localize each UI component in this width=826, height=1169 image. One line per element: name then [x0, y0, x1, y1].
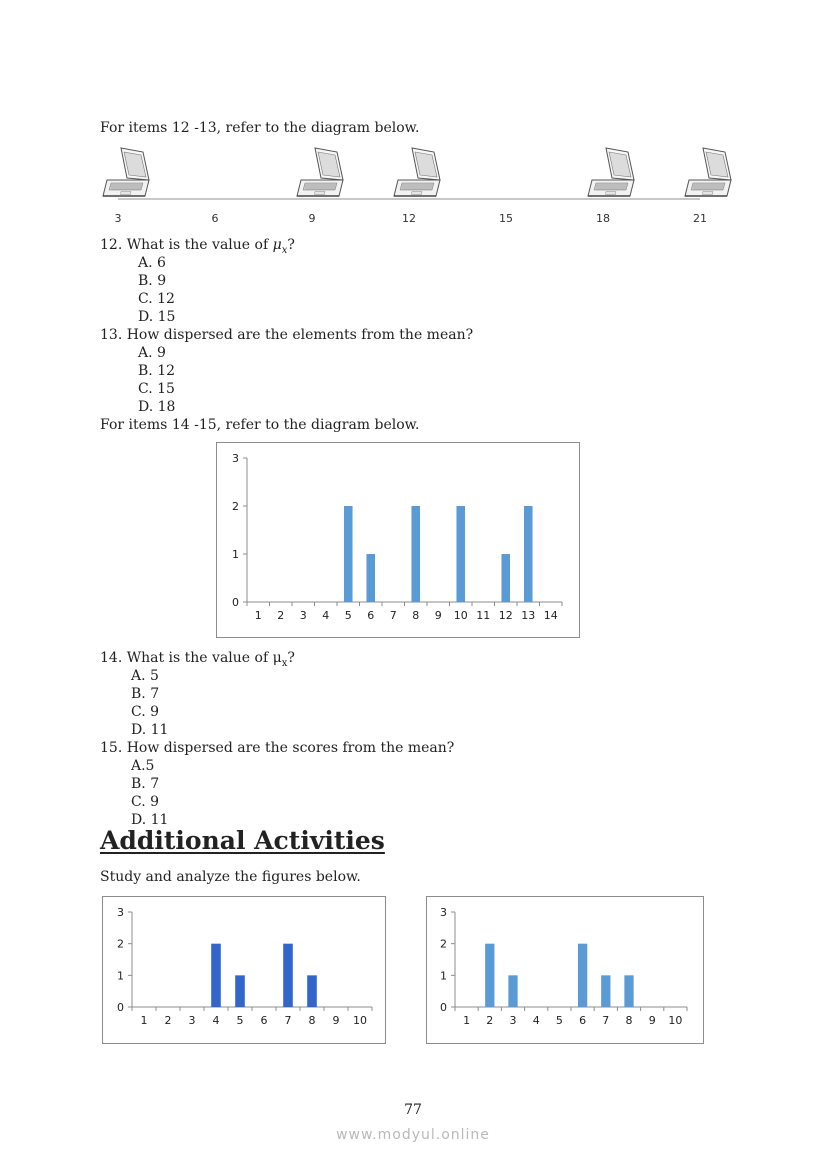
number-line-tick-label: 9 — [308, 212, 316, 225]
question-12-text: 12. What is the value of — [100, 237, 273, 253]
q13-option-c: C. 15 — [138, 381, 175, 397]
x-tick-label: 9 — [648, 1014, 656, 1027]
y-tick-label: 0 — [232, 596, 239, 609]
q13-option-a: A. 9 — [138, 345, 166, 361]
q15-option-b: B. 7 — [131, 776, 160, 792]
watermark-url: www.modyul.online — [336, 1127, 490, 1143]
x-tick-label: 14 — [543, 609, 558, 622]
y-tick-label: 3 — [232, 452, 239, 465]
bar-5 — [235, 975, 245, 1007]
question-13: 13. How dispersed are the elements from the mean? — [100, 327, 474, 343]
x-tick-label: 2 — [277, 609, 285, 622]
x-tick-label: 7 — [602, 1014, 610, 1027]
histogram-chart-1 — [216, 442, 580, 638]
question-14 — [100, 649, 295, 673]
q15-option-d: D. 11 — [131, 812, 169, 828]
number-line-tick-label: 12 — [402, 212, 416, 225]
x-tick-label: 9 — [332, 1014, 340, 1027]
bar-12 — [501, 554, 510, 602]
question-14-text: 14. What is the value of — [100, 650, 273, 666]
laptop-icon — [103, 148, 149, 196]
question-15: 15. How dispersed are the scores from the mean? — [100, 740, 455, 756]
laptop-icon — [394, 148, 440, 196]
y-tick-label: 2 — [440, 937, 447, 951]
q15-option-a: A.5 — [131, 758, 155, 774]
question-12-end: ? — [287, 237, 295, 253]
x-tick-label: 3 — [299, 609, 307, 622]
x-tick-label: 6 — [579, 1014, 587, 1027]
q13-option-b: B. 12 — [138, 363, 176, 379]
x-tick-label: 8 — [412, 609, 420, 622]
x-tick-label: 3 — [188, 1014, 196, 1027]
histogram-chart-2 — [102, 896, 386, 1044]
intro-text-items-14-15: For items 14 -15, refer to the diagram below. — [100, 417, 420, 433]
q14-option-a: A. 5 — [131, 668, 159, 684]
q14-option-c: C. 9 — [131, 704, 160, 720]
x-tick-label: 4 — [212, 1014, 220, 1027]
x-tick-label: 4 — [532, 1014, 540, 1027]
bar-6 — [366, 554, 375, 602]
mu-symbol: μ — [272, 650, 282, 666]
x-tick-label: 5 — [344, 609, 352, 622]
x-tick-label: 10 — [668, 1014, 683, 1027]
y-tick-label: 1 — [232, 548, 239, 561]
instruction-text: Study and analyze the figures below. — [100, 869, 361, 885]
x-tick-label: 7 — [284, 1014, 292, 1027]
q15-option-c: C. 9 — [131, 794, 160, 810]
bar-8 — [307, 975, 317, 1007]
q12-option-a: A. 6 — [138, 255, 166, 271]
x-tick-label: 11 — [476, 609, 491, 622]
number-line-tick-label: 21 — [693, 212, 707, 225]
q12-option-c: C. 12 — [138, 291, 175, 307]
x-tick-label: 10 — [353, 1014, 367, 1027]
x-tick-label: 7 — [389, 609, 397, 622]
section-heading-additional-activities: Additional Activities — [100, 826, 385, 855]
histogram-chart-3 — [426, 896, 704, 1044]
y-tick-label: 1 — [117, 969, 124, 983]
bar-3 — [508, 975, 517, 1007]
question-14-end: ? — [287, 650, 295, 666]
x-tick-label: 10 — [453, 609, 468, 622]
laptop-icon — [297, 148, 343, 196]
x-tick-label: 5 — [236, 1014, 244, 1027]
number-line-tick-label: 3 — [114, 212, 122, 225]
laptop-icon — [588, 148, 634, 196]
bar-2 — [485, 944, 494, 1007]
y-tick-label: 0 — [440, 1001, 447, 1014]
bar-5 — [344, 506, 353, 602]
q13-option-d: D. 18 — [138, 399, 176, 415]
bar-10 — [456, 506, 465, 602]
laptop-icon — [685, 148, 731, 196]
x-tick-label: 2 — [486, 1014, 494, 1027]
y-tick-label: 2 — [232, 500, 239, 513]
mu-symbol: μ — [272, 237, 282, 253]
y-tick-label: 3 — [117, 906, 124, 919]
number-line-tick-label: 15 — [499, 212, 513, 225]
bar-13 — [524, 506, 533, 602]
x-tick-label: 1 — [254, 609, 262, 622]
page-number: 77 — [404, 1102, 422, 1118]
x-tick-label: 8 — [308, 1014, 316, 1027]
x-tick-label: 13 — [521, 609, 536, 622]
number-line-tick-label: 18 — [596, 212, 610, 225]
y-tick-label: 1 — [440, 969, 447, 983]
q14-option-b: B. 7 — [131, 686, 160, 702]
x-tick-label: 4 — [322, 609, 330, 622]
x-tick-label: 2 — [164, 1014, 172, 1027]
bar-7 — [283, 944, 293, 1007]
x-tick-label: 6 — [260, 1014, 268, 1027]
laptop-number-line — [96, 140, 736, 232]
mu-subscript: x — [281, 657, 288, 669]
q14-option-d: D. 11 — [131, 722, 169, 738]
y-tick-label: 0 — [117, 1001, 124, 1014]
x-tick-label: 5 — [555, 1014, 563, 1027]
bar-7 — [601, 975, 610, 1007]
mu-subscript: x — [281, 244, 288, 256]
x-tick-label: 3 — [509, 1014, 517, 1027]
x-tick-label: 1 — [140, 1014, 148, 1027]
bar-8 — [624, 975, 633, 1007]
x-tick-label: 6 — [367, 609, 375, 622]
x-tick-label: 1 — [463, 1014, 471, 1027]
y-tick-label: 3 — [440, 906, 447, 919]
bar-6 — [578, 944, 587, 1007]
intro-text-items-12-13: For items 12 -13, refer to the diagram below. — [100, 120, 420, 136]
x-tick-label: 8 — [625, 1014, 633, 1027]
number-line-tick-label: 6 — [211, 212, 219, 225]
bar-8 — [411, 506, 420, 602]
bar-4 — [211, 944, 221, 1007]
question-12 — [100, 236, 295, 260]
x-tick-label: 12 — [498, 609, 513, 622]
y-tick-label: 2 — [117, 937, 124, 951]
q12-option-d: D. 15 — [138, 309, 176, 325]
x-tick-label: 9 — [434, 609, 442, 622]
q12-option-b: B. 9 — [138, 273, 167, 289]
